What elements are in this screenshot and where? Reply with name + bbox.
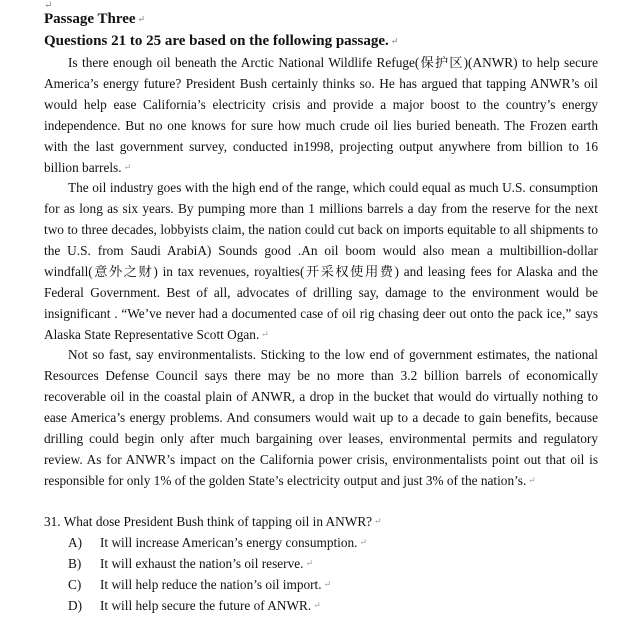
return-mark-icon: ↵ xyxy=(305,558,314,568)
option-b: B) It will exhaust the nation’s oil reserve. ↵ xyxy=(68,556,314,571)
paragraph-1: Is there enough oil beneath the Arctic National Wildlife Refuge(保护区)(ANWR) to help secure America’s energy future? President Bush certainly thinks so. He has argued that tapping ANWR’s oil would help ease California’s electricity crisis and provide a major boost to the country’s energy independence. But no one knows for sure how much crude oil lies buried beneath. The Frozen earth with the last government survey, conducted in1998, projecting output anywhere from billion to 16 billion barrels. ↵ xyxy=(44,55,598,175)
return-mark-icon: ↵ xyxy=(123,162,132,172)
option-a: A) It will increase American’s energy consumption. ↵ xyxy=(68,535,368,550)
return-mark-icon: ↵ xyxy=(261,329,269,339)
return-mark-icon: ↵ xyxy=(528,475,536,485)
paragraph-3: Not so fast, say environmentalists. Sticking to the low end of government estimates, the national Resources Defense Council says there may be no more than 3.2 billion barrels of economically recoverable oil in the coastal plain of ANWR, a drop in the bucket that would do virtually nothing to ease America’s energy problems. And consumers would wait up to a decade to gain benefits, because drilling could begin only after much bargaining over leases, environmental permits and regulatory review. As for ANWR’s impact on the California power crisis, environmentalists point out that oil is responsible for only 1% of the golden State’s electricity output and just 3% of the nation’s. ↵ xyxy=(44,347,598,488)
return-mark-icon: ↵ xyxy=(374,516,382,526)
passage-title: Passage Three ↵ xyxy=(44,11,146,27)
return-mark-icon: ↵ xyxy=(313,600,321,610)
paragraph-2: The oil industry goes with the high end of the range, which could equal as much U.S. consumption for as long as six years. By pumping more than 1 millions barrels a day from the reserve for the next two to three decades, lobbyists claim, the nation could cut back on imports equitable to all shipments to the U.S. from Saudi ArabiA) Sounds good .An oil boom would also mean a multibillion-dollar windfall(意外之财) in tax revenues, royalties(开采权使用费) and leasing fees for Alaska and the Federal Government. Best of all, advocates of drilling say, damage to the environment would be insignificant . “We’ve never had a documented case of oil rig chasing deer out onto the pack ice,” says Alaska State Representative Scott Ogan. ↵ xyxy=(44,180,598,342)
return-mark-icon: ↵ xyxy=(137,14,146,24)
return-mark-icon: ↵ xyxy=(359,537,368,547)
questions-heading: Questions 21 to 25 are based on the following passage. ↵ xyxy=(44,33,399,49)
return-mark-icon: ↵ xyxy=(323,579,332,589)
return-mark-icon: ↵ xyxy=(390,36,399,46)
question-31: 31. What dose President Bush think of tapping oil in ANWR? ↵ xyxy=(44,514,382,529)
option-c: C) It will help reduce the nation’s oil import. ↵ xyxy=(68,577,332,592)
paragraph-mark: ↵ xyxy=(44,0,53,11)
option-d: D) It will help secure the future of ANWR. ↵ xyxy=(68,598,321,613)
